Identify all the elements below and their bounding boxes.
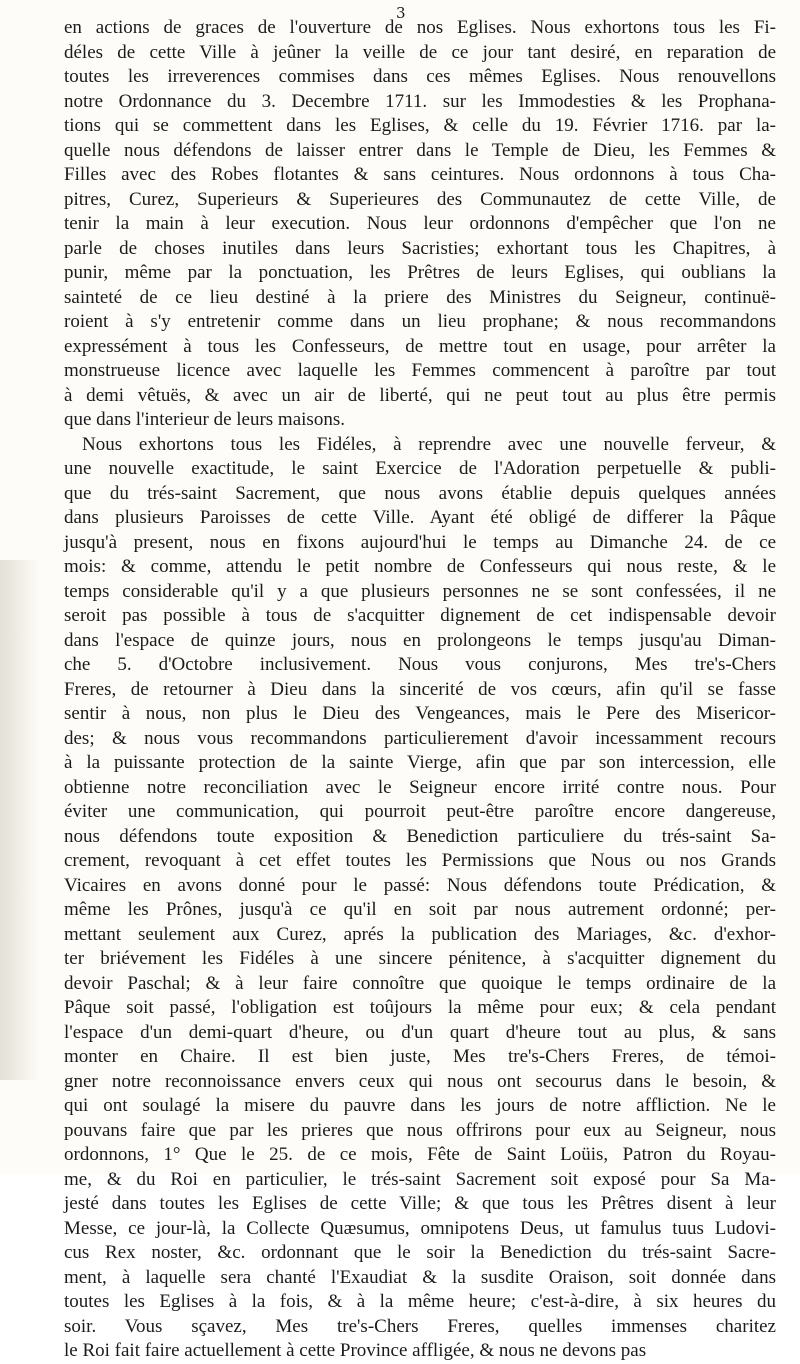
text-line: dans plusieurs Paroisses de cette Ville. Ayant été obligé de differer la Pâque <box>64 507 776 528</box>
text-line: jesté dans toutes les Eglises de cette Ville; & que tous les Prêtres disent à leur <box>64 1193 776 1214</box>
text-line: que du trés-saint Sacrement, que nous avons établie depuis quelques années <box>64 482 776 504</box>
text-line: mois: & comme, attendu le petit nombre de Confesseurs qui nous reste, & le <box>64 556 776 577</box>
text-line: Messe, ce jour-là, la Collecte Quæsumus, omnipotens Deus, ut famulus tuus Ludovi- <box>64 1217 776 1239</box>
text-line: des; & nous vous recommandons particulierement d'avoir incessamment recours <box>64 727 776 749</box>
text-line: cus Rex noster, &c. ordonnant que le soir la Benediction du trés-saint Sacre- <box>64 1242 776 1263</box>
text-line: pitres, Curez, Superieurs & Superieures des Communautez de cette Ville, de <box>64 188 776 210</box>
text-line: monter en Chaire. Il est bien juste, Mes tre's-Chers Freres, de témoi- <box>64 1046 776 1067</box>
text-line: Vicaires en avons donné pour le passé: Nous défendons toute Prédication, & <box>64 874 776 896</box>
text-line: Nous exhortons tous les Fidéles, à reprendre avec une nouvelle ferveur, & <box>82 433 776 455</box>
text-line: ter briévement les Fidéles à une sincere pénitence, à s'acquitter dignement du <box>64 948 776 969</box>
text-line: l'espace d'un demi-quart d'heure, ou d'un quart d'heure tout au plus, & sans <box>64 1021 776 1043</box>
text-line: une nouvelle exactitude, le saint Exercice de l'Adoration perpetuelle & publi- <box>64 458 776 479</box>
text-line: déles de cette Ville à jeûner la veille de ce jour tant desiré, en reparation de <box>64 41 776 63</box>
text-line: che 5. d'Octobre inclusivement. Nous vous conjurons, Mes tre's-Chers <box>64 654 776 675</box>
text-line: ment, à laquelle sera chanté l'Exaudiat & la susdite Oraison, soit donnée dans <box>64 1266 776 1288</box>
text-line: le Roi fait faire actuellement à cette Province affligée, & nous ne devons pas <box>64 1340 647 1361</box>
text-line: Freres, de retourner à Dieu dans la sincerité de vos cœurs, afin qu'il se fasse <box>64 678 776 700</box>
text-line: parle de choses inutiles dans leurs Sacristies; exhortant tous les Chapitres, à <box>64 237 776 259</box>
page-edge-shadow <box>0 560 40 1080</box>
text-line: obtienne notre reconciliation avec le Seigneur encore irrité contre nous. Pour <box>64 776 776 798</box>
text-line: crement, revoquant à cet effet toutes les Permissions que Nous ou nos Grands <box>64 850 776 871</box>
text-line: monstrueuse licence avec laquelle les Femmes commencent à paroître par tout <box>64 360 776 381</box>
text-line: tions qui se commettent dans les Eglises, & celle du 19. Février 1716. par la- <box>64 115 776 136</box>
text-line: que dans l'interieur de leurs maisons. <box>64 409 345 430</box>
text-line: Filles avec des Robes flotantes & sans ceintures. Nous ordonnons à tous Cha- <box>64 164 776 185</box>
text-line: nous défendons toute exposition & Benediction particuliere du trés-saint Sa- <box>64 825 776 847</box>
text-line: me, & du Roi en particulier, le trés-saint Sacrement soit exposé pour Sa Ma- <box>64 1168 776 1190</box>
text-line: punir, même par la ponctuation, les Prêtres de leurs Eglises, qui oublians la <box>64 262 776 283</box>
text-line: quelle nous défendons de laisser entrer dans le Temple de Dieu, les Femmes & <box>64 139 776 161</box>
text-line: seroit pas possible à tous de s'acquitter dignement de cet indispensable devoir <box>64 605 776 626</box>
text-line: pouvans faire que par les prieres que nous offrirons pour eux au Seigneur, nous <box>64 1119 776 1141</box>
text-line: mettant seulement aux Curez, aprés la publication des Mariages, &c. d'exhor- <box>64 923 776 945</box>
text-line: en actions de graces de l'ouverture de nos Eglises. Nous exhortons tous les Fi- <box>64 17 776 38</box>
text-line: tenir la main à leur execution. Nous leur ordonnons d'empêcher que l'on ne <box>64 213 776 234</box>
text-line: sentir à nous, non plus le Dieu des Vengeances, mais le Pere des Misericor- <box>64 703 776 724</box>
text-line: ordonnons, 1° Que le 25. de ce mois, Fête de Saint Loüis, Patron du Royau- <box>64 1144 776 1165</box>
text-line: Pâque soit passé, l'obligation est toûjours la même pour eux; & cela pendant <box>64 997 776 1018</box>
text-line: qui ont soulagé la misere du pauvre dans les jours de notre affliction. Ne le <box>64 1095 776 1116</box>
text-line: temps considerable qu'il y a que plusieurs personnes ne se sont confessées, il ne <box>64 580 776 602</box>
text-line: soir. Vous sçavez, Mes tre's-Chers Freres, quelles immenses charitez <box>64 1315 776 1337</box>
text-line: même les Prônes, jusqu'à ce qu'il en soit par nous autrement ordonné; per- <box>64 899 776 920</box>
text-line: dans l'espace de quinze jours, nous en prolongeons le temps jusqu'au Diman- <box>64 629 776 651</box>
text-line: notre Ordonnance du 3. Decembre 1711. sur les Immodesties & les Prophana- <box>64 90 776 112</box>
page-number: 3 <box>396 4 406 22</box>
text-line: à la puissante protection de la sainte Vierge, afin que par son intercession, elle <box>64 752 776 773</box>
text-line: sainteté de ce lieu destiné à la priere des Ministres du Seigneur, continuë- <box>64 286 776 308</box>
text-line: à demi vêtuës, & avec un air de liberté, qui ne peut tout au plus être permis <box>64 384 776 406</box>
text-line: roient à s'y entretenir comme dans un lieu prophane; & nous recommandons <box>64 311 776 332</box>
text-line: toutes les irreverences commises dans ces mêmes Eglises. Nous renouvellons <box>64 66 776 87</box>
text-line: expressément à tous les Confesseurs, de mettre tout en usage, pour arrêter la <box>64 335 776 357</box>
text-line: jusqu'à present, nous en fixons aujourd'hui le temps au Dimanche 24. de ce <box>64 531 776 553</box>
text-line: éviter une communication, qui pourroit peut-être paroître encore dangereuse, <box>64 801 776 822</box>
text-line: gner notre reconnoissance envers ceux qui nous ont secourus dans le besoin, & <box>64 1070 776 1092</box>
text-line: toutes les Eglises à la fois, & à la même heure; c'est-à-dire, à six heures du <box>64 1291 776 1312</box>
body-text <box>64 16 776 1364</box>
text-line: devoir Paschal; & à leur faire connoître que quoique le temps ordinaire de la <box>64 972 776 994</box>
